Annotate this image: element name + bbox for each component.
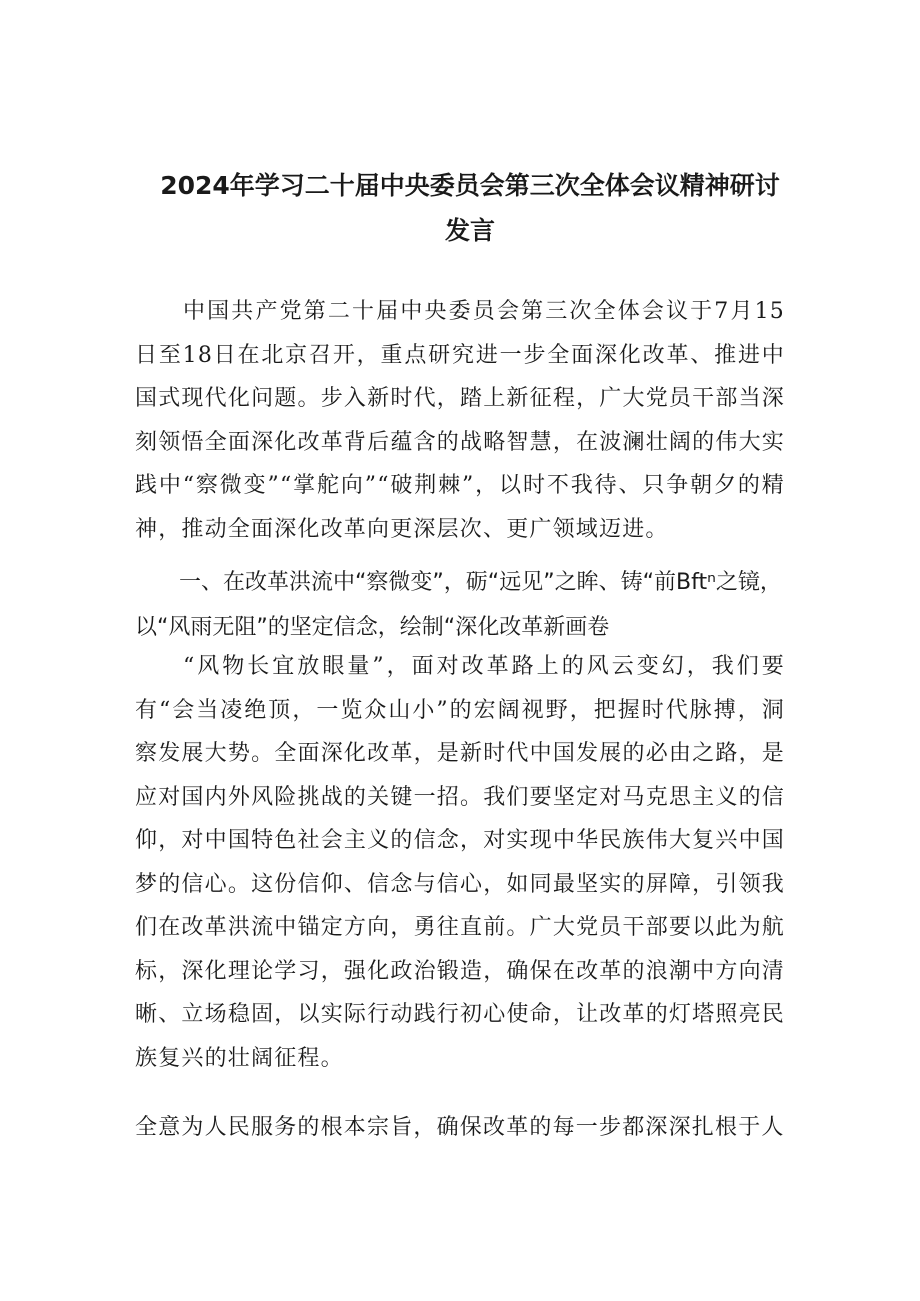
section-heading: 一、在改革洪流中“察微变”，砺“远见”之眸、铸“前Bftⁿ之镜，以“风雨无阻”的坚定信念，绘制“深化改革新画卷: [135, 570, 782, 640]
trailing-text: 全意为人民服务的根本宗旨，确保改革的每一步都深深扎根于人: [135, 1115, 785, 1140]
intro-paragraph: 中国共产党第二十届中央委员会第三次全体会议于7月15日至18日在北京召开，重点研究进一步全面深化改革、推进中国式现代化问题。步入新时代，踏上新征程，广大党员干部当深刻领悟全面深化改革背后蕴含的战略智慧，在波澜壮阔的伟大实践中“察微变”“掌舵向”“破荆棘”，以时不我待、只争朝夕的精神，推动全面深化改革向更深层次、更广领域迈进。: [135, 299, 785, 542]
document-title: 2024年学习二十届中央委员会第三次全体会议精神研讨发言: [160, 171, 780, 245]
section-body-paragraph: “风物长宜放眼量”，面对改革路上的风云变幻，我们要有“会当凌绝顶，一览众山小”的宏阔视野，把握时代脉搏，洞察发展大势。全面深化改革，是新时代中国发展的必由之路，是应对国内外风险挑战的关键一招。我们要坚定对马克思主义的信仰，对中国特色社会主义的信念，对实现中华民族伟大复兴中国梦的信心。这份信仰、信念与信心，如同最坚实的屏障，引领我们在改革洪流中锚定方向，勇往直前。广大党员干部要以此为航标，深化理论学习，强化政治锻造，确保在改革的浪潮中方向清晰、立场稳固，以实际行动践行初心使命，让改革的灯塔照亮民族复兴的壮阔征程。: [135, 654, 785, 1071]
